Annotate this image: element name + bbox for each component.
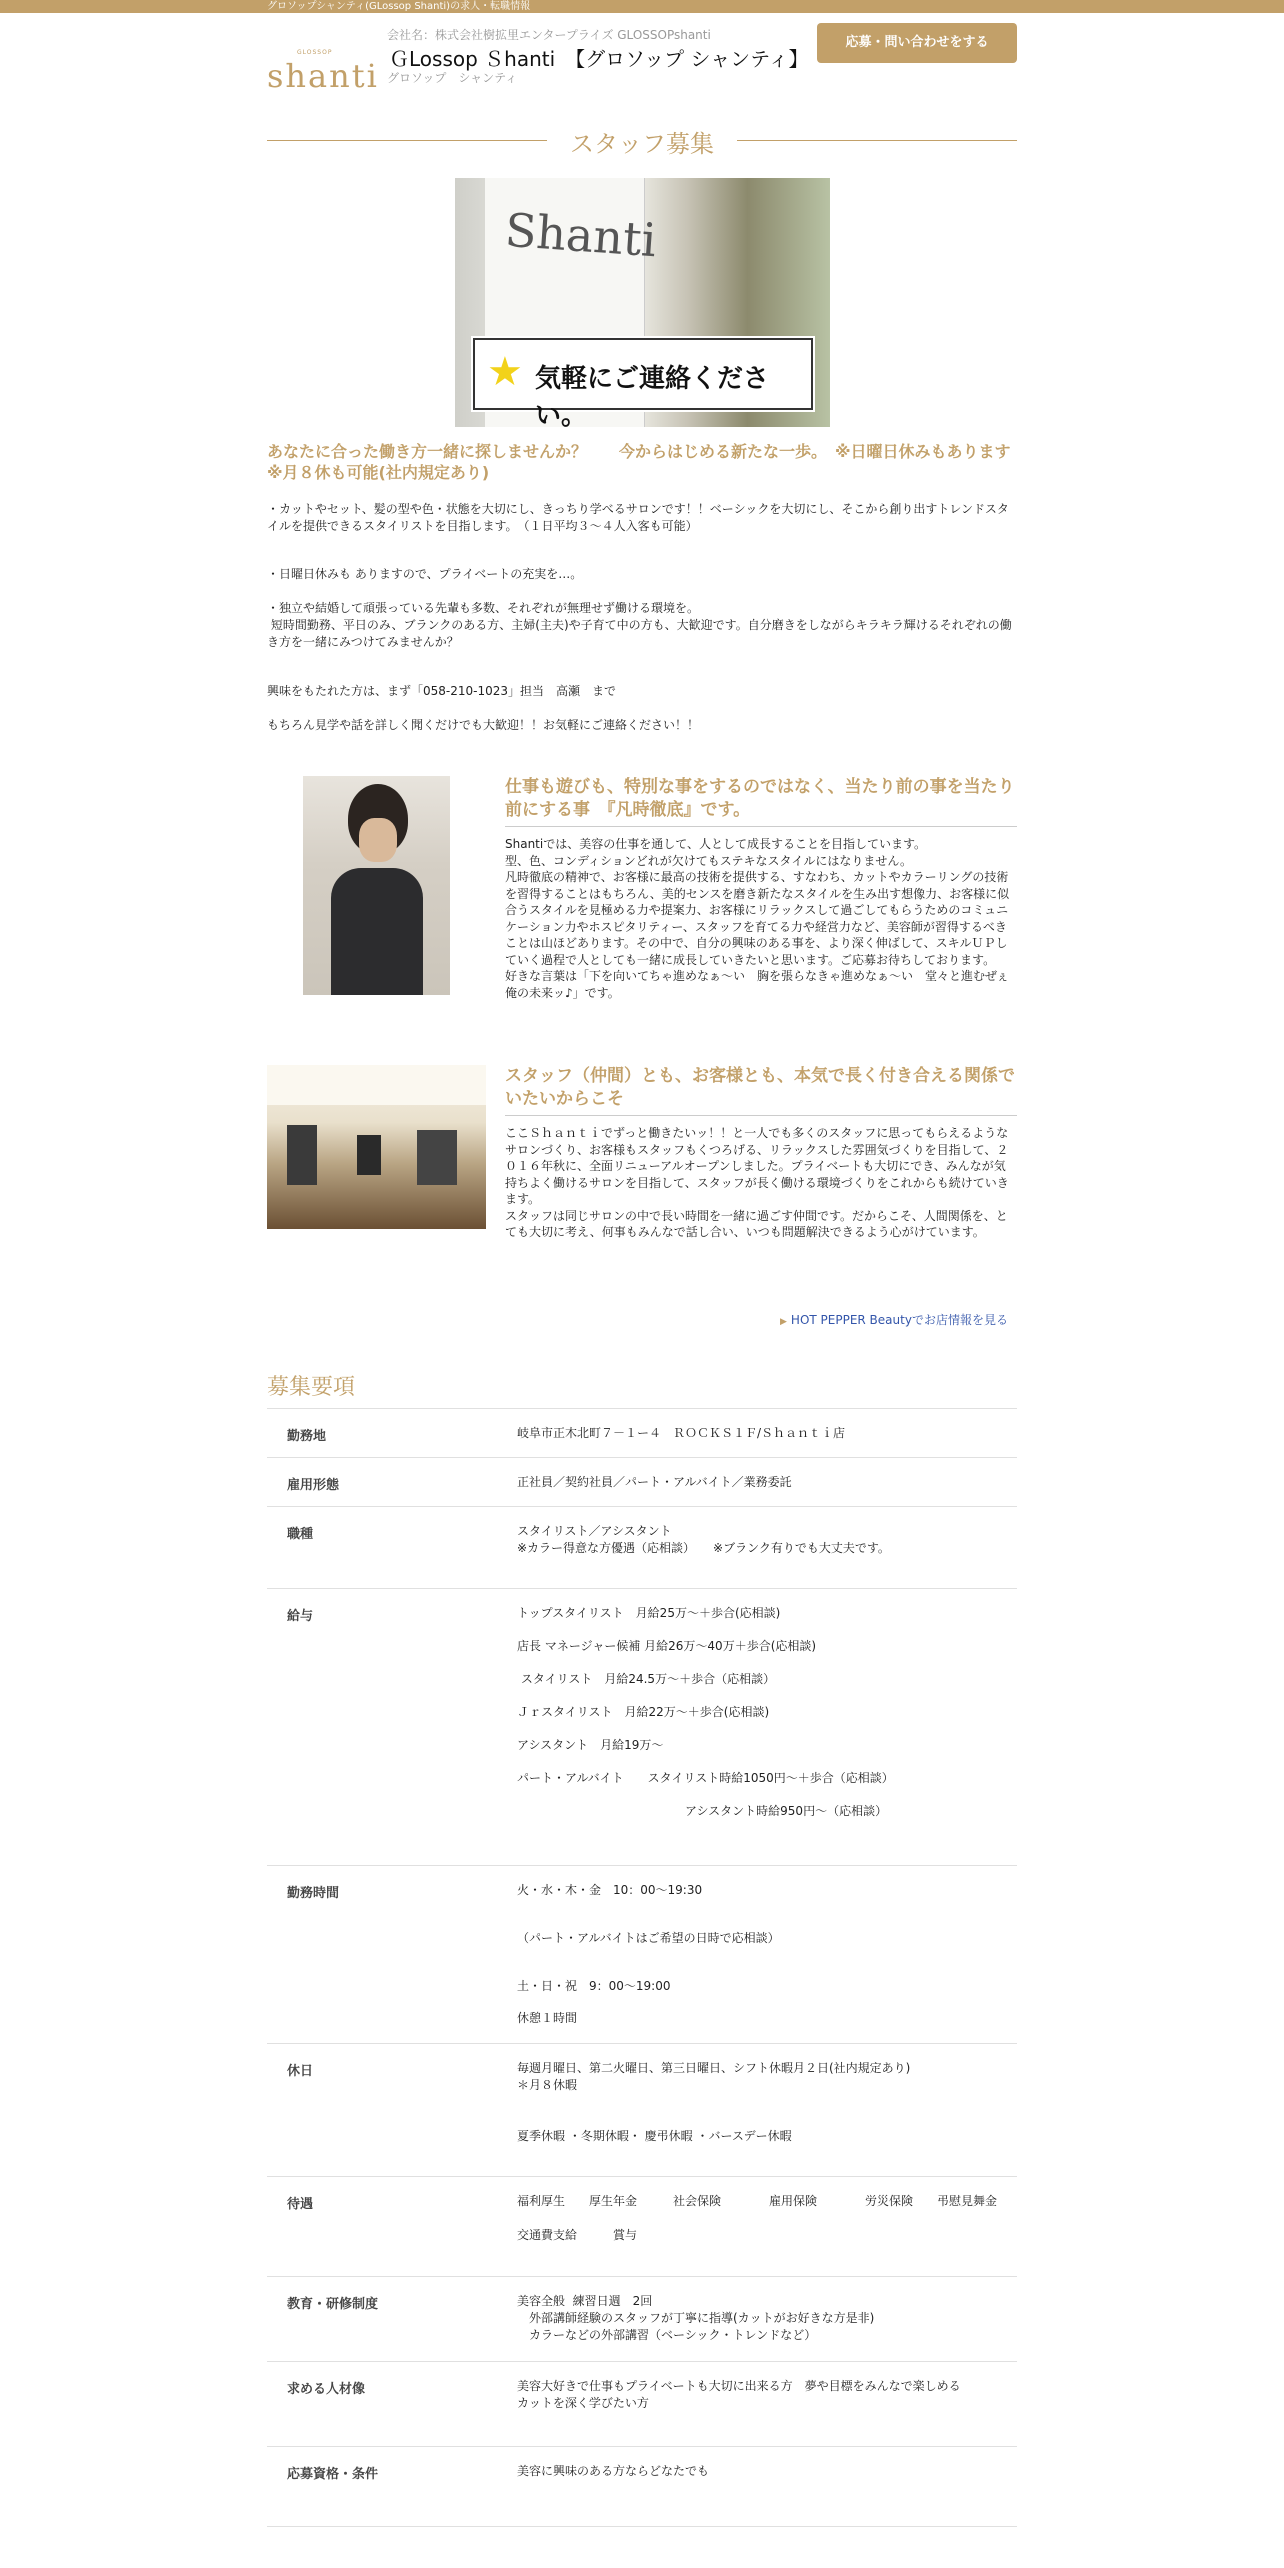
row-value: [517, 2463, 997, 2480]
row-value-text: スタイリスト／アシスタント ※カラー得意な方優遇（応相談） ※ブランク有りでも大丈夫です。: [517, 1524, 890, 1555]
mirror-shape: [287, 1125, 317, 1185]
feature-2-title: スタッフ（仲間）とも、お客様とも、本気で長く付き合える関係でいたいからこそ: [505, 1066, 1015, 1109]
row-label: 勤務地: [287, 1429, 327, 1444]
feature-2-text: ここＳｈａｎｔｉでずっと働きたいッ！！と一人でも多くのスタッフに思ってもらえるようなサロンづくり、お客様もスタッフもくつろげる、リラックスした雰囲気づくりを目指して、２０１６年秋に、全面リニューアルオープンしました。プライベートも大切にでき、みんなが気持ちよく働けるサロンを目指して、スタッフが長く働ける環境づくりをこれからも続けていきます。 スタッフは同じサロンの中で長い時間を一緒に過ごす仲間です。だからこそ、人間関係を、とても大切に考え、何事もみんなで話し合い、いつも問題解決できるよう心がけています。: [505, 1126, 1009, 1239]
row-label: 求める人材像: [287, 2382, 366, 2397]
row-label: 教育・研修制度: [287, 2297, 379, 2312]
row-value: [517, 1474, 997, 1491]
row-label: 待遇: [287, 2197, 314, 2212]
row-value-text: 正社員／契約社員／パート・アルバイト／業務委託: [517, 1475, 792, 1489]
table-row: [267, 1588, 1017, 1865]
row-value: [517, 2293, 997, 2344]
body-shape: [331, 868, 423, 995]
station-shape: [417, 1130, 457, 1185]
logo-subtext: GLOSSOP: [297, 49, 333, 56]
row-value-text: 福利厚生 厚生年金 社会保険 雇用保険 労災保険 弔慰見舞金 交通費支給 賞与: [517, 2194, 998, 2242]
catch-copy: あなたに合った働き方一緒に探しませんか？ 今からはじめる新たな一歩。 ※日曜日休みもあります※月８休も可能(社内規定あり): [267, 442, 1011, 482]
row-value: [517, 2378, 997, 2412]
staff-photo: [303, 776, 450, 995]
hero-banner-text: 気軽にご連絡ください。: [535, 364, 770, 427]
hero-banner: [473, 338, 813, 427]
intro-paragraph-3: 興味をもたれた方は、まず「058-210-1023」担当 高瀬 まで もちろん見学や話を詳しく聞くだけでも大歓迎！！お気軽にご連絡ください！！: [267, 684, 700, 732]
row-value-text: トップスタイリスト 月給25万～＋歩合(応相談) 店長 マネージャー候補 月給26万～40万＋歩合(応相談) スタイリスト 月給24.5万～＋歩合（応相談） Ｊｒスタイリスト 月給22万～＋歩合(応相談) アシスタント 月給19万～ パート・アルバイト スタイリスト時給1050円～＋歩合（応相談） アシスタント時給950円～（応相談）: [517, 1606, 894, 1818]
intro-paragraph-1: ・カットやセット、髪の型や色・状態を大切にし、きっちり学べるサロンです！！ベーシックを大切にし、そこから創り出すトレンドスタイルを提供できるスタイリストを目指します。 （１日平均３～４人入客も可能）: [267, 502, 1009, 533]
top-bar: [0, 0, 1284, 13]
company-name: 会社名：株式会社樹拡里エンタープライズ GLOSSOPshanti: [387, 28, 711, 42]
row-value: [517, 1425, 997, 1442]
row-value-text: 美容大好きで仕事もプライベートも大切に出来る方 夢や目標をみんなで楽しめる カットを深く学びたい方: [517, 2379, 961, 2410]
star-icon: ★: [487, 349, 523, 395]
row-value: [517, 1523, 997, 1557]
row-value: [517, 1605, 997, 1820]
table-row: [267, 1506, 1017, 1588]
intro-paragraph-2: ・日曜日休みも ありますので、プライベートの充実を…。 ・独立や結婚して頑張っている先輩も多数、それぞれが無理せず働ける環境を。 短時間勤務、平日のみ、ブランクのある方、主婦(主夫)や子育て中の方も、大歓迎です。自分磨きをしながらキラキラ輝けるそれぞれの働き方を一緒にみつけてみませんか？: [267, 567, 1012, 649]
row-label: 職種: [287, 1527, 314, 1542]
table-row: [267, 1408, 1017, 1457]
section-title: [267, 122, 1017, 158]
requirements-title: 募集要項: [267, 1375, 356, 1400]
header: [267, 13, 1017, 93]
shop-kana: グロソップ シャンティ: [387, 71, 518, 85]
hero-image: [455, 178, 830, 427]
table-row: [267, 2176, 1017, 2276]
table-row: [267, 2043, 1017, 2176]
apply-button[interactable]: 応募・問い合わせをする: [817, 23, 1017, 63]
row-value-text: 火・水・木・金 10：00～19:30 （パート・アルバイトはご希望の日時で応相談） 土・日・祝 9：00～19:00 休憩１時間: [517, 1883, 780, 2025]
row-label: 勤務時間: [287, 1886, 340, 1901]
row-label: 応募資格・条件: [287, 2467, 379, 2482]
feature-2-divider: [505, 1115, 1017, 1116]
feature-1-divider: [505, 826, 1017, 827]
sign-text: Shanti: [503, 202, 659, 268]
row-value: [517, 2193, 997, 2244]
table-row: [267, 2446, 1017, 2526]
table-row: [267, 1457, 1017, 1506]
arrow-right-icon: ▶: [780, 1317, 787, 1327]
row-value-text: 岐阜市正木北町７－１ー４ ＲＯＣＫＳ１Ｆ/Ｓｈａｎｔｉ店: [517, 1426, 846, 1440]
shop-name: ＧLossop Ｓhanti 【グロソップ シャンティ】: [389, 47, 809, 71]
table-row: [267, 1865, 1017, 2043]
ceiling-shape: [267, 1065, 486, 1105]
hotpepper-link[interactable]: [780, 1311, 1008, 1328]
table-row: [267, 2276, 1017, 2361]
row-value-text: 毎週月曜日、第二火曜日、第三日曜日、シフト休暇月２日(社内規定あり) ＊月８休暇 夏季休暇 ・冬期休暇・ 慶弔休暇 ・バースデー休暇: [517, 2061, 911, 2143]
chair-shape: [357, 1135, 381, 1175]
feature-1-title: 仕事も遊びも、特別な事をするのではなく、当たり前の事を当たり前にする事 『凡時徹底』です。: [505, 777, 1015, 820]
feature-1-text: Shantiでは、美容の仕事を通して、人として成長することを目指しています。 型、色、コンディションどれが欠けてもステキなスタイルにはなりません。 凡時徹底の精神で、お客様に最高の技術を提供する、すなわち、カットやカラーリングの技術を習得することはもちろん、美的センスを磨き新たなスタイルを生み出す想像力、お客様に似合うスタイルを見極める力や提案力、お客様にリラックスして過ごしてもらうためのコミュニケーション力やホスピタリティー、スタッフを育てる力や経営力など、美容師が習得するべきことは山ほどあります。その中で、自分の興味のある事を、より深く伸ばして、スキルＵＰしていく過程で人としても一緒に成長していきたいと思います。ご応募お待ちしております。 好きな言葉は「下を向いてちゃ進めなぁ～い 胸を張らなきゃ進めなぁ～い 堂々と進むぜぇ俺の未来ッ♪」です。: [505, 837, 1010, 1000]
row-label: 雇用形態: [287, 1478, 340, 1493]
face-shape: [359, 818, 397, 862]
row-value-text: 美容に興味のある方ならどなたでも: [517, 2464, 710, 2478]
section-title-text: スタッフ募集: [570, 130, 714, 158]
shop-logo[interactable]: shanti: [267, 57, 379, 95]
hotpepper-link-text[interactable]: HOT PEPPER Beautyでお店情報を見る: [790, 1313, 1008, 1327]
row-value: [517, 1882, 997, 2026]
table-bottom-divider: [267, 2526, 1017, 2527]
top-bar-text: グロソップシャンティ(GLossop Shanti)の求人・転職情報: [267, 1, 531, 12]
salon-interior-photo: [267, 1065, 486, 1229]
row-value: [517, 2060, 997, 2145]
row-label: 休日: [287, 2064, 314, 2079]
table-row: [267, 2361, 1017, 2446]
row-value-text: 美容全般 練習日週 2回 外部講師経験のスタッフが丁寧に指導(カットがお好きな方是非) カラーなどの外部講習（ベーシック・トレンドなど）: [517, 2294, 875, 2342]
row-label: 給与: [287, 1609, 314, 1624]
